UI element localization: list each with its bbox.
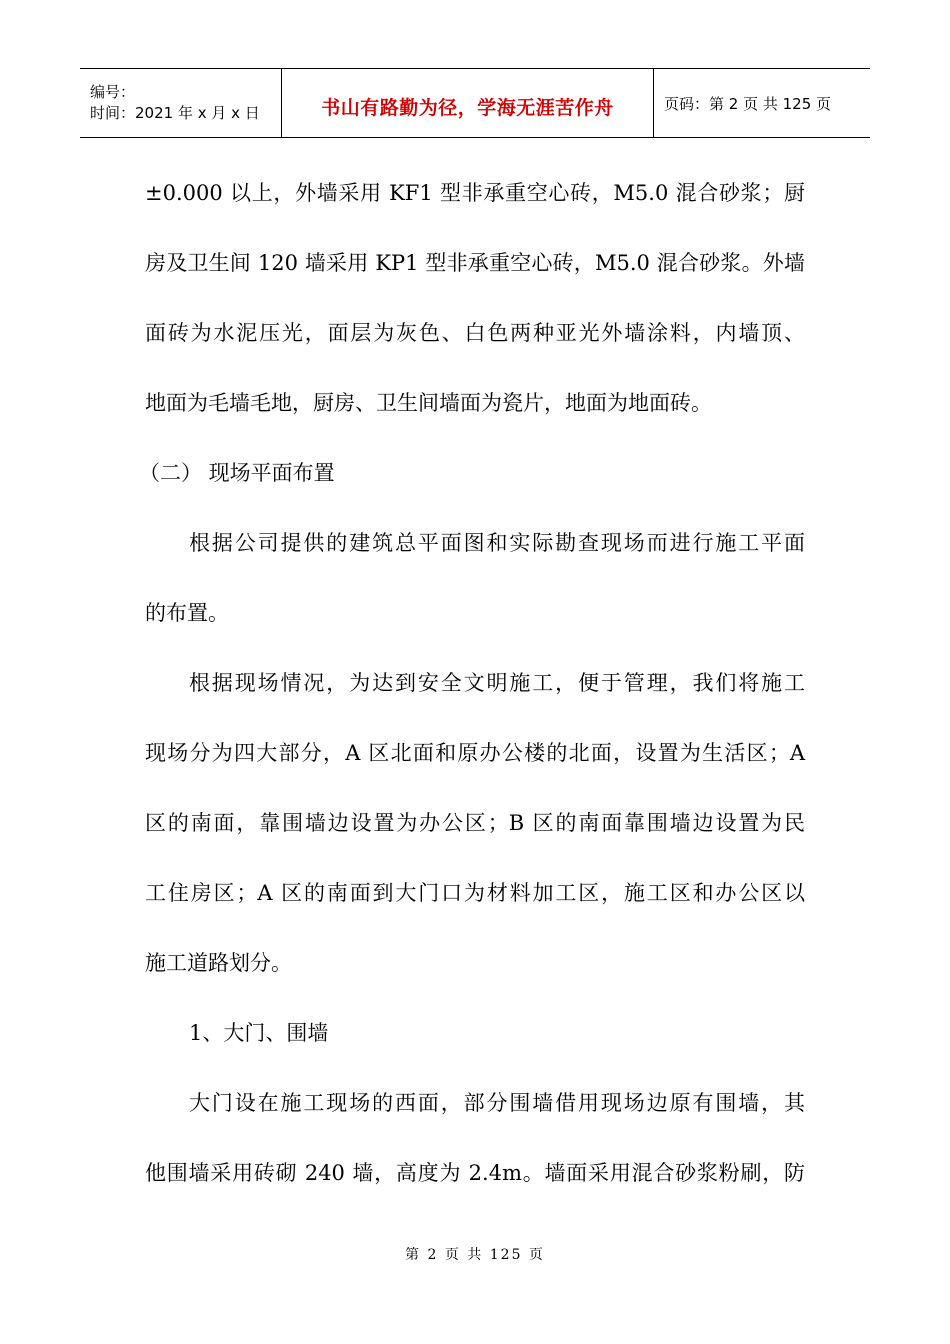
body-line: 现场分为四大部分，A 区北面和原办公楼的北面，设置为生活区；A bbox=[145, 741, 805, 765]
body-line: ±0.000 以上，外墙采用 KF1 型非承重空心砖，M5.0 混合砂浆；厨 bbox=[145, 181, 805, 205]
body-line: 房及卫生间 120 墙采用 KP1 型非承重空心砖，M5.0 混合砂浆。外墙 bbox=[145, 251, 805, 275]
header-page-cell bbox=[654, 69, 870, 137]
subsection-heading: 1、大门、围墙 bbox=[189, 1021, 329, 1045]
header-page-label: 页码：第 2 页 共 125 页 bbox=[664, 94, 832, 113]
header-motto: 书山有路勤为径，学海无涯苦作舟 bbox=[321, 96, 614, 119]
body-line: 的布置。 bbox=[145, 601, 229, 625]
page-footer: 第 2 页 共 125 页 bbox=[405, 1247, 545, 1263]
body-line: 地面为毛墙毛地，厨房、卫生间墙面为瓷片，地面为地面砖。 bbox=[145, 391, 712, 415]
body-line: 面砖为水泥压光，面层为灰色、白色两种亚光外墙涂料，内墙顶、 bbox=[145, 321, 805, 345]
page-header bbox=[80, 68, 870, 138]
body-line: 施工道路划分。 bbox=[145, 951, 292, 975]
body-line: 根据公司提供的建筑总平面图和实际勘查现场而进行施工平面 bbox=[189, 531, 805, 555]
document-time-label: 时间：2021 年 x 月 x 日 bbox=[90, 104, 260, 122]
document-body bbox=[139, 158, 805, 1208]
body-line: 区的南面，靠围墙边设置为办公区；B 区的南面靠围墙边设置为民 bbox=[145, 811, 805, 835]
header-meta bbox=[80, 69, 282, 137]
body-line: 大门设在施工现场的西面，部分围墙借用现场边原有围墙，其 bbox=[189, 1091, 805, 1115]
header-motto-cell bbox=[282, 69, 654, 137]
section-heading: （二） 现场平面布置 bbox=[139, 461, 335, 485]
document-number-label: 编号： bbox=[90, 83, 136, 101]
body-line: 他围墙采用砖砌 240 墙，高度为 2.4m。墙面采用混合砂浆粉刷，防 bbox=[145, 1161, 805, 1185]
body-line: 工住房区；A 区的南面到大门口为材料加工区，施工区和办公区以 bbox=[145, 881, 805, 905]
body-line: 根据现场情况，为达到安全文明施工，便于管理，我们将施工 bbox=[189, 671, 805, 695]
